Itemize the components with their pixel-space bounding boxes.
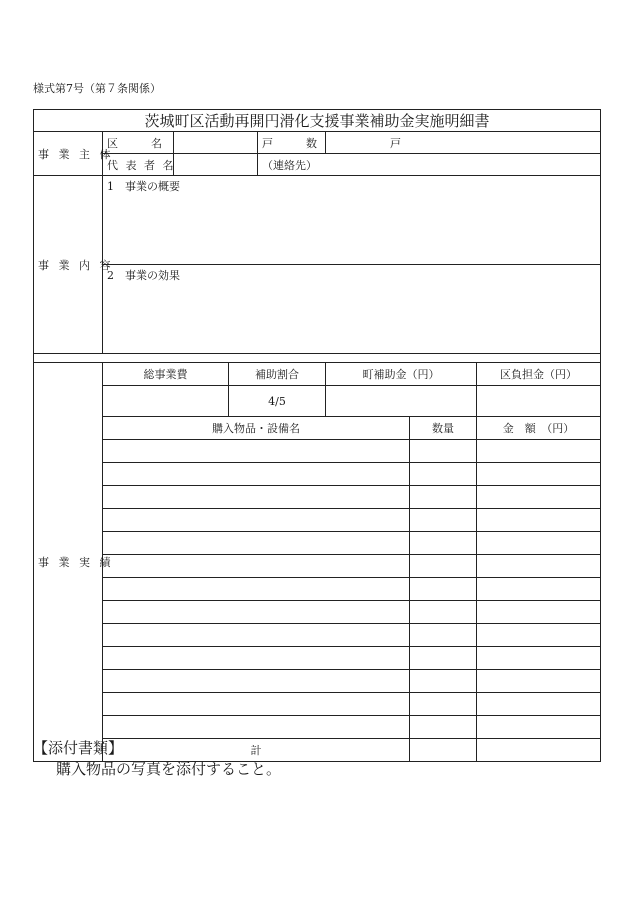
subsidy-ratio-value: 4/5 xyxy=(229,386,326,417)
item-name-cell[interactable] xyxy=(103,440,410,463)
amount-cell[interactable] xyxy=(477,716,601,739)
header-quantity: 数量 xyxy=(410,417,477,440)
total-row-label: 計 xyxy=(103,739,410,762)
header-subsidy-ratio: 補助割合 xyxy=(229,363,326,386)
quantity-cell[interactable] xyxy=(410,716,477,739)
town-subsidy-field[interactable] xyxy=(326,386,477,417)
district-name-field[interactable] xyxy=(174,132,258,154)
district-name-label: 区 名 xyxy=(103,132,174,154)
item-name-cell[interactable] xyxy=(103,486,410,509)
header-district-share: 区負担金（円） xyxy=(477,363,601,386)
representative-name-field[interactable] xyxy=(174,154,258,176)
households-field[interactable] xyxy=(326,132,601,154)
quantity-cell[interactable] xyxy=(410,693,477,716)
amount-cell[interactable] xyxy=(477,578,601,601)
total-amount-cell[interactable] xyxy=(477,739,601,762)
item-name-cell[interactable] xyxy=(103,532,410,555)
amount-cell[interactable] xyxy=(477,601,601,624)
overview-label: 1 事業の概要 xyxy=(107,180,180,193)
quantity-cell[interactable] xyxy=(410,578,477,601)
amount-cell[interactable] xyxy=(477,509,601,532)
section-label-content: 事 業 内 容 xyxy=(34,176,103,354)
contact-label: （連絡先） xyxy=(262,158,317,172)
amount-cell[interactable] xyxy=(477,647,601,670)
amount-cell[interactable] xyxy=(477,624,601,647)
amount-cell[interactable] xyxy=(477,670,601,693)
representative-name-label: 代 表 者 名 xyxy=(103,154,174,176)
amount-cell[interactable] xyxy=(477,486,601,509)
quantity-cell[interactable] xyxy=(410,624,477,647)
item-name-cell[interactable] xyxy=(103,509,410,532)
item-name-cell[interactable] xyxy=(103,578,410,601)
quantity-cell[interactable] xyxy=(410,509,477,532)
item-name-cell[interactable] xyxy=(103,716,410,739)
quantity-cell[interactable] xyxy=(410,486,477,509)
attachments-instruction: 購入物品の写真を添付すること。 xyxy=(56,760,282,778)
quantity-cell[interactable] xyxy=(410,647,477,670)
district-share-field[interactable] xyxy=(477,386,601,417)
households-unit: 戸 xyxy=(390,136,401,150)
header-amount: 金 額 （円） xyxy=(477,417,601,440)
overview-field[interactable] xyxy=(103,176,601,265)
item-name-cell[interactable] xyxy=(103,624,410,647)
header-town-subsidy: 町補助金（円） xyxy=(326,363,477,386)
detail-form-table xyxy=(33,109,601,762)
quantity-cell[interactable] xyxy=(410,532,477,555)
header-item-name: 購入物品・設備名 xyxy=(103,417,410,440)
item-name-cell[interactable] xyxy=(103,693,410,716)
quantity-cell[interactable] xyxy=(410,440,477,463)
divider-row xyxy=(34,354,601,363)
attachments-heading: 【添付書類】 xyxy=(33,739,124,757)
header-total-cost: 総事業費 xyxy=(103,363,229,386)
quantity-cell[interactable] xyxy=(410,670,477,693)
item-name-cell[interactable] xyxy=(103,647,410,670)
item-name-cell[interactable] xyxy=(103,463,410,486)
total-quantity-cell[interactable] xyxy=(410,739,477,762)
total-cost-field[interactable] xyxy=(103,386,229,417)
form-number-label: 様式第7号（第７条関係） xyxy=(33,82,161,95)
item-name-cell[interactable] xyxy=(103,670,410,693)
amount-cell[interactable] xyxy=(477,440,601,463)
effect-field[interactable] xyxy=(103,265,601,354)
section-label-results: 事 業 実 績 xyxy=(34,363,103,762)
quantity-cell[interactable] xyxy=(410,555,477,578)
effect-label: 2 事業の効果 xyxy=(107,269,180,282)
amount-cell[interactable] xyxy=(477,463,601,486)
contact-field[interactable] xyxy=(258,154,601,176)
households-label: 戸 数 xyxy=(258,132,326,154)
quantity-cell[interactable] xyxy=(410,601,477,624)
amount-cell[interactable] xyxy=(477,532,601,555)
amount-cell[interactable] xyxy=(477,555,601,578)
item-name-cell[interactable] xyxy=(103,555,410,578)
section-label-entity: 事 業 主 体 xyxy=(34,132,103,176)
form-title: 茨城町区活動再開円滑化支援事業補助金実施明細書 xyxy=(34,110,601,132)
amount-cell[interactable] xyxy=(477,693,601,716)
item-name-cell[interactable] xyxy=(103,601,410,624)
quantity-cell[interactable] xyxy=(410,463,477,486)
